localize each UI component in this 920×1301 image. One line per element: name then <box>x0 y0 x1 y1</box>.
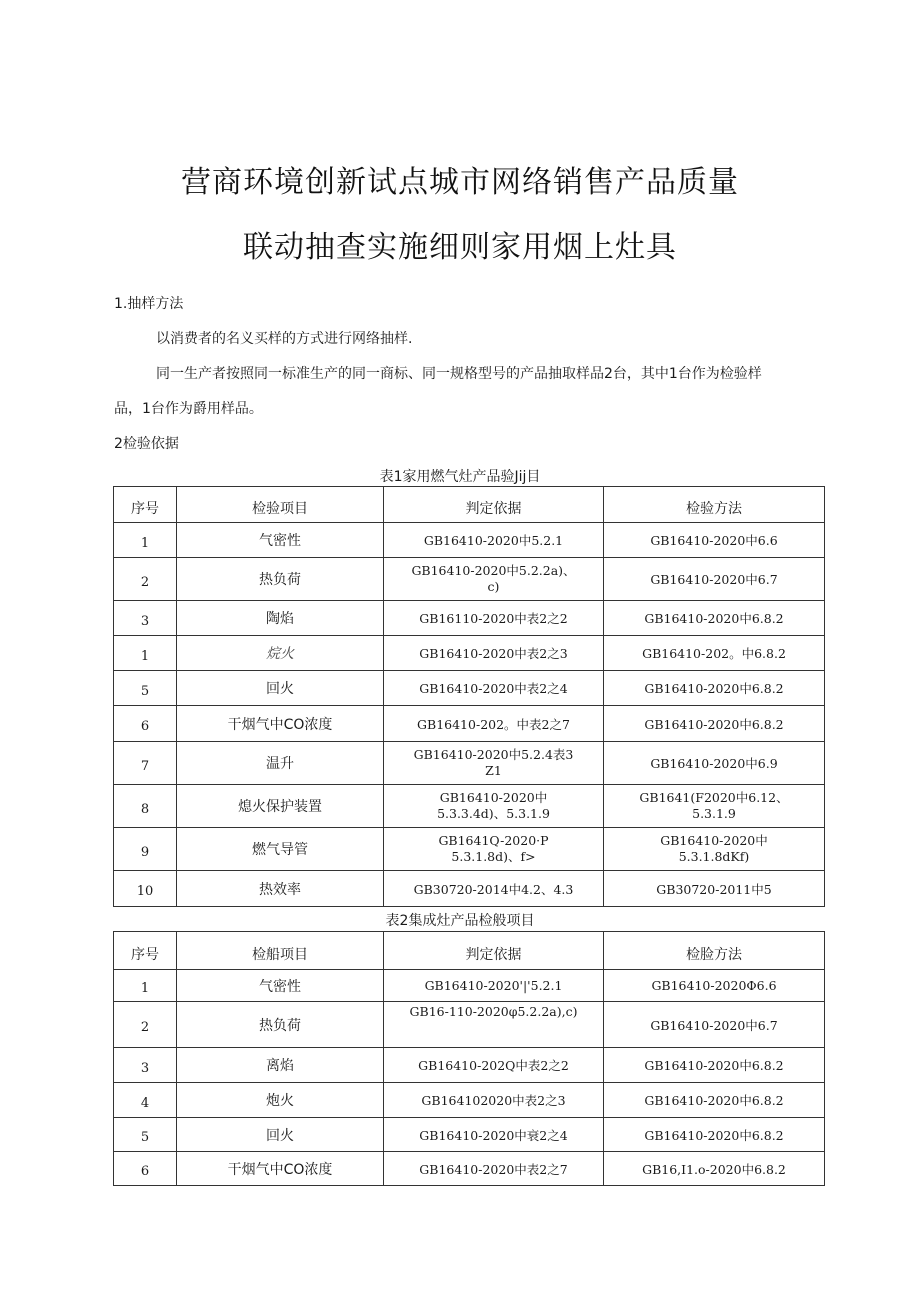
row-no: 5 <box>114 671 177 706</box>
row-method-line1: GB16410-2020中 <box>660 833 768 848</box>
row-no: 10 <box>114 871 177 907</box>
row-basis: GB164102020中表2之3 <box>384 1083 604 1118</box>
table2-header-no: 序号 <box>114 932 177 970</box>
table2-header-basis: 判定依据 <box>384 932 604 970</box>
table-row <box>114 828 825 871</box>
row-method: GB16410-2020中6.8.2 <box>604 1048 825 1083</box>
section1-paragraph2-line2: 品，1台作为爵用样品。 <box>114 401 263 417</box>
row-basis: GB16410-2020中表2之7 <box>384 1152 604 1186</box>
section1-heading: 1.抽样方法 <box>114 296 184 312</box>
row-basis: GB16410-2020中表2之3 <box>384 636 604 671</box>
section2-heading: 2检验依据 <box>114 436 179 452</box>
row-basis-line1: GB1641Q-2020·P <box>438 833 549 848</box>
row-no: 2 <box>114 558 177 601</box>
table1 <box>113 486 825 907</box>
table1-header-item: 检验项目 <box>177 487 384 523</box>
table-row <box>114 706 825 742</box>
row-method: GB16410-2020中6.8.2 <box>604 706 825 742</box>
table-row <box>114 671 825 706</box>
row-item: 热负荷 <box>177 558 384 601</box>
row-item: 离焰 <box>177 1048 384 1083</box>
row-no: 3 <box>114 601 177 636</box>
table-row <box>114 785 825 828</box>
row-method: GB16410-2020Φ6.6 <box>604 970 825 1002</box>
row-item: 炮火 <box>177 1083 384 1118</box>
row-item: 熄火保护装置 <box>177 785 384 828</box>
row-basis: GB16410-2020中5.2.1 <box>384 523 604 558</box>
row-item: 气密性 <box>177 523 384 558</box>
row-no: 1 <box>114 970 177 1002</box>
row-no: 6 <box>114 1152 177 1186</box>
table1-header-method: 检验方法 <box>604 487 825 523</box>
row-method: GB16410-2020中6.8.2 <box>604 671 825 706</box>
row-method: GB16410-2020中6.7 <box>604 558 825 601</box>
table2 <box>113 931 825 1186</box>
row-basis <box>384 785 604 828</box>
row-item: 热负荷 <box>177 1002 384 1048</box>
row-item: 干烟气中CO浓度 <box>177 706 384 742</box>
table-row <box>114 1002 825 1048</box>
row-basis: GB16410-2020'|'5.2.1 <box>384 970 604 1002</box>
row-no: 1 <box>114 523 177 558</box>
table-row <box>114 523 825 558</box>
document-title-line2: 联动抽查实施细则家用烟上灶具 <box>243 230 677 265</box>
row-no: 5 <box>114 1118 177 1152</box>
table-row <box>114 601 825 636</box>
row-item: 干烟气中CO浓度 <box>177 1152 384 1186</box>
row-item: 陶焰 <box>177 601 384 636</box>
section1-paragraph1: 以消费者的名义买样的方式进行网络抽样. <box>156 331 413 347</box>
table-row <box>114 558 825 601</box>
row-no: 2 <box>114 1002 177 1048</box>
row-no: 7 <box>114 742 177 785</box>
table1-caption: 表1家用燃气灶产品验Jij目 <box>379 469 541 485</box>
row-method <box>604 785 825 828</box>
row-method: GB16410-2020中6.7 <box>604 1002 825 1048</box>
table1-header-no: 序号 <box>114 487 177 523</box>
row-item: 气密性 <box>177 970 384 1002</box>
row-method: GB16,I1.o-2020中6.8.2 <box>604 1152 825 1186</box>
row-basis-line1: GB16410-2020中5.2.2a)、 <box>411 563 576 578</box>
row-basis <box>384 558 604 601</box>
section1-paragraph2-line1: 同一生产者按照同一标准生产的同一商标、同一规格型号的产品抽取样品2台，其中1台作为检验样 <box>156 366 762 382</box>
row-item: 回火 <box>177 671 384 706</box>
row-basis: GB16110-2020中表2之2 <box>384 601 604 636</box>
table-row <box>114 970 825 1002</box>
row-method: GB16410-2020中6.6 <box>604 523 825 558</box>
table-row <box>114 636 825 671</box>
row-method-line2: 5.3.1.9 <box>692 806 736 821</box>
row-basis-line1: GB16410-2020中 <box>439 790 548 805</box>
row-method: GB30720-2011中5 <box>604 871 825 907</box>
row-basis-line2: 5.3.1.8d)、f> <box>451 849 536 864</box>
row-item: 温升 <box>177 742 384 785</box>
row-item: 烷火 <box>177 636 384 671</box>
row-method: GB16410-2020中6.8.2 <box>604 1118 825 1152</box>
row-basis: GB30720-2014中4.2、4.3 <box>384 871 604 907</box>
row-basis: GB16410-202。中表2之7 <box>384 706 604 742</box>
table1-header-row <box>114 487 825 523</box>
row-basis-line2: c) <box>487 579 500 594</box>
row-item: 燃气导管 <box>177 828 384 871</box>
row-method: GB16410-202。中6.8.2 <box>604 636 825 671</box>
row-basis-line1: GB16410-2020中5.2.4表3 <box>413 747 574 762</box>
row-basis-line2: 5.3.3.4d)、5.3.1.9 <box>437 806 550 821</box>
table2-header-row <box>114 932 825 970</box>
table-row <box>114 742 825 785</box>
row-no: 6 <box>114 706 177 742</box>
table-row <box>114 871 825 907</box>
row-no: 4 <box>114 1083 177 1118</box>
row-method <box>604 828 825 871</box>
row-no: 1 <box>114 636 177 671</box>
table-row <box>114 1048 825 1083</box>
table2-header-item: 检船项目 <box>177 932 384 970</box>
document-title-line1: 营商环境创新试点城市网络销售产品质量 <box>181 165 739 200</box>
row-no: 3 <box>114 1048 177 1083</box>
table2-header-method: 检脸方法 <box>604 932 825 970</box>
row-basis <box>384 828 604 871</box>
row-basis: GB16410-2020中衰2之4 <box>384 1118 604 1152</box>
table-row <box>114 1152 825 1186</box>
row-no: 8 <box>114 785 177 828</box>
table-row <box>114 1118 825 1152</box>
row-no: 9 <box>114 828 177 871</box>
row-basis: GB16410-202Q中表2之2 <box>384 1048 604 1083</box>
table-row <box>114 1083 825 1118</box>
table2-caption: 表2集成灶产品检般项目 <box>385 913 535 929</box>
row-method: GB16410-2020中6.8.2 <box>604 1083 825 1118</box>
row-basis <box>384 742 604 785</box>
table1-header-basis: 判定依据 <box>384 487 604 523</box>
row-method: GB16410-2020中6.8.2 <box>604 601 825 636</box>
row-method-line1: GB1641(F2020中6.12、 <box>639 790 789 805</box>
row-basis: GB16410-2020中表2之4 <box>384 671 604 706</box>
row-item: 回火 <box>177 1118 384 1152</box>
row-item: 热效率 <box>177 871 384 907</box>
row-basis: GB16-110-2020φ5.2.2a),c) <box>384 1002 604 1048</box>
row-method-line2: 5.3.1.8dKf) <box>678 849 750 864</box>
row-basis-line2: Z1 <box>485 763 502 778</box>
row-method: GB16410-2020中6.9 <box>604 742 825 785</box>
